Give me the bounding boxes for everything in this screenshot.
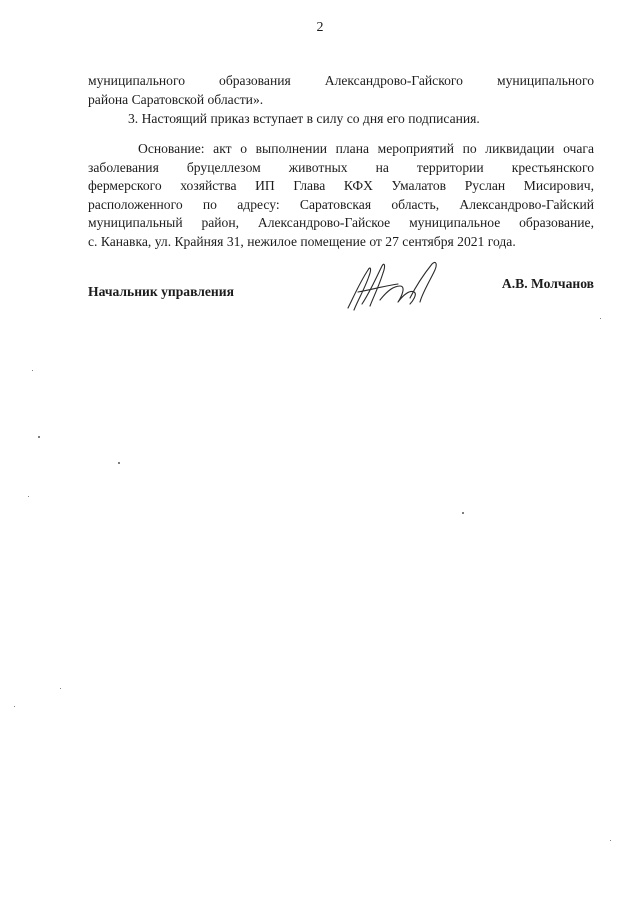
text-line: с. Канавка, ул. Крайняя 31, нежилое помещение от 27 сентября 2021 года. [88, 233, 516, 249]
signer-position-title: Начальник управления [88, 284, 234, 299]
page-number: 2 [316, 20, 324, 35]
text-line: района Саратовской области». [88, 91, 264, 107]
scan-speck [38, 436, 40, 438]
text-line: 3. Настоящий приказ вступает в силу со дня его подписания. [128, 111, 480, 126]
signer-name: А.В. Молчанов [501, 276, 594, 291]
scan-speck [60, 688, 61, 689]
text-line: муниципальный район, Александрово-Гайское муниципальное образование, [88, 215, 594, 230]
text-line: муниципального образования Александрово-Гайского муниципального [88, 73, 594, 88]
scan-speck [462, 512, 464, 514]
scan-speck [118, 462, 120, 464]
text-line: расположенного по адресу: Саратовская область, Александрово-Гайский [88, 196, 594, 212]
text-line: заболевания бруцеллезом животных на территории крестьянского [88, 159, 594, 175]
scan-speck [14, 706, 15, 707]
paragraph-basis [88, 140, 594, 251]
scan-speck [32, 370, 33, 371]
handwritten-signature [340, 256, 450, 316]
paragraph-continuation [88, 72, 594, 109]
paragraph-clause-3 [88, 110, 594, 129]
text-line: Основание: акт о выполнении плана мероприятий по ликвидации очага [138, 141, 594, 156]
scan-speck [610, 840, 611, 841]
scan-speck [28, 496, 29, 497]
scan-speck [600, 318, 601, 319]
text-line: фермерского хозяйства ИП Глава КФХ Умалатов Руслан Мисирович, [88, 178, 594, 193]
